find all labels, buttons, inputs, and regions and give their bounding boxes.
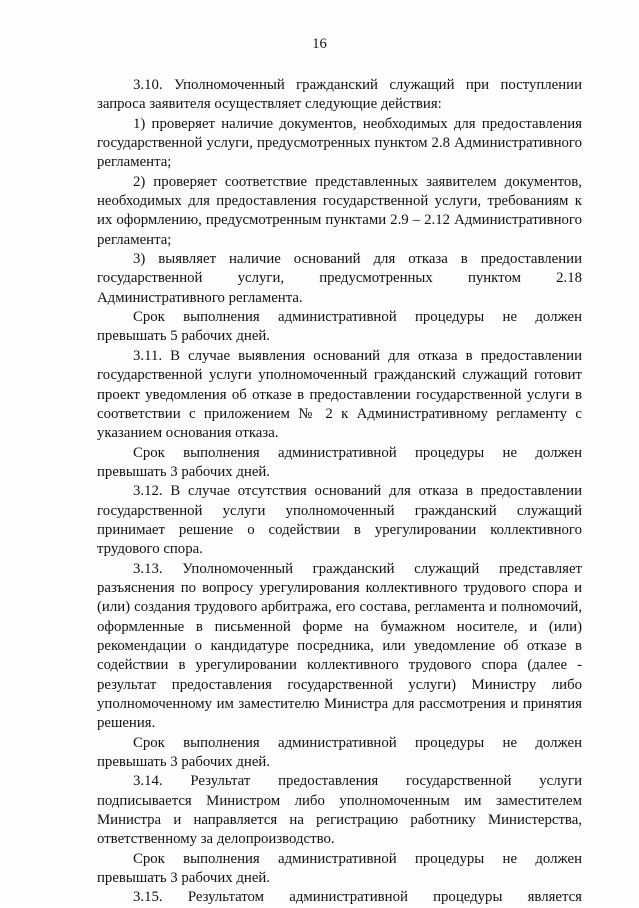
list-item-3: 3) выявляет наличие оснований для отказа в предоставлении государственной услуги, предусмотренных пунктом 2.18 Административного регламента.: [97, 251, 582, 306]
deadline-paragraph: Срок выполнения административной процедуры не должен превышать 3 рабочих дней.: [97, 850, 582, 887]
paragraph-3-11: 3.11. В случае выявления оснований для отказа в предоставлении государственной услуги уполномоченный гражданский служащий готовит проект уведомления об отказе в предоставлении государственной услуги в соответствии с приложением № 2 к Административному регламенту с указанием основания отказа.: [97, 347, 582, 442]
deadline-paragraph: Срок выполнения административной процедуры не должен превышать 3 рабочих дней.: [97, 444, 582, 480]
paragraph-3-12: 3.12. В случае отсутствия оснований для отказа в предоставлении государственной услуги уполномоченный гражданский служащий принимает решение о содействии в урегулировании коллективного трудового спора.: [97, 483, 582, 558]
paragraph-3-10: 3.10. Уполномоченный гражданский служащий при поступлении запроса заявителя осуществляет следующие действия:: [97, 77, 582, 113]
page-number: 16: [312, 36, 327, 52]
deadline-paragraph: Срок выполнения административной процедуры не должен превышать 3 рабочих дней.: [97, 734, 582, 771]
list-item-2: 2) проверяет соответствие представленных заявителем документов, необходимых для предоставления государственной услуги, требованиям к их оформлению, предусмотренным пунктами 2.9 – 2.12 Административного регламента;: [97, 173, 582, 248]
paragraph-3-13: 3.13. Уполномоченный гражданский служащий представляет разъяснения по вопросу урегулирования коллективного трудового спора и (или) создания трудового арбитража, его состава, регламента и полномочий, оформленные в письменной форме на бумажном носителе, и (или) рекомендации о кандидатуре посредника, или уведомление об отказе в содействии в урегулировании коллективного трудового спора (далее - результат предоставления государственной услуги) Министру либо уполномоченному им заместителю Министра для рассмотрения и принятия решения.: [97, 560, 582, 732]
document-body: [97, 76, 582, 908]
list-item-1: 1) проверяет наличие документов, необходимых для предоставления государственной услуги, предусмотренных пунктом 2.8 Административного регламента;: [97, 115, 582, 171]
paragraph-3-15: 3.15. Результатом административной процедуры является: [133, 889, 582, 906]
paragraph-3-14: 3.14. Результат предоставления государственной услуги подписывается Министром либо уполномоченным им заместителем Министра и направляется на регистрацию работнику Министерства, ответственному за делопроизводство.: [97, 773, 582, 848]
deadline-paragraph: Срок выполнения административной процедуры не должен превышать 5 рабочих дней.: [97, 309, 582, 345]
